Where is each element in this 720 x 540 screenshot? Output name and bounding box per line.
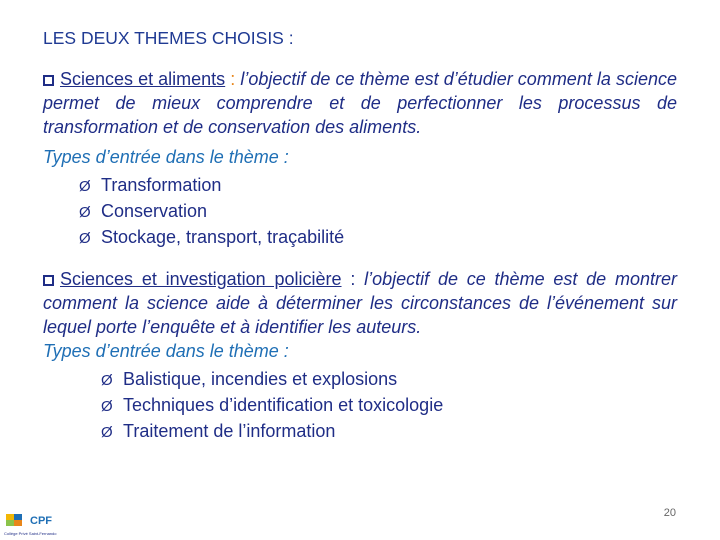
slide-content	[43, 28, 677, 445]
slide-heading: LES DEUX THEMES CHOISIS :	[43, 28, 294, 48]
theme2-types-label: Types d’entrée dans le thème :	[43, 341, 289, 361]
checkbox-bullet-icon	[43, 75, 54, 86]
list-item: Ø Conservation	[79, 199, 677, 225]
checkbox-bullet-icon	[43, 275, 54, 286]
arrow-bullet-icon: Ø	[79, 230, 91, 247]
theme2-entries	[43, 367, 677, 445]
theme1-paragraph	[43, 67, 677, 139]
page-number: 20	[663, 507, 676, 519]
theme2-colon: :	[350, 269, 356, 289]
theme2-objective: l’objectif de ce thème est de montrer comment la science aide à déterminer les circonstances de l’événement sur lequel porte l’enquête et à identifier les auteurs.	[43, 269, 677, 337]
cpf-logo-icon	[4, 512, 28, 530]
theme2-title: Sciences et investigation policière	[60, 269, 342, 289]
list-item: Ø Stockage, transport, traçabilité	[79, 225, 677, 251]
arrow-bullet-icon: Ø	[79, 204, 91, 221]
arrow-bullet-icon: Ø	[101, 424, 113, 441]
cpf-logo	[4, 512, 57, 538]
list-item: Ø Techniques d’identification et toxicologie	[101, 393, 677, 419]
list-item: Ø Balistique, incendies et explosions	[101, 367, 677, 393]
theme1-entries	[43, 173, 677, 251]
list-item: Ø Traitement de l’information	[101, 419, 677, 445]
theme1-title: Sciences et aliments	[60, 69, 226, 89]
theme1-types-label: Types d’entrée dans le thème :	[43, 147, 289, 167]
logo-text: CPF	[30, 515, 52, 527]
logo-subtitle: Collège Privé Saint-Fernando	[4, 531, 57, 536]
theme1-objective: l’objectif de ce thème est d’étudier comment la science permet de mieux comprendre et de perfectionner les processus de transformation et de conservation des aliments.	[43, 69, 677, 137]
theme2-paragraph	[43, 267, 677, 339]
list-item: Ø Transformation	[79, 173, 677, 199]
arrow-bullet-icon: Ø	[101, 398, 113, 415]
theme1-colon: :	[230, 69, 236, 89]
arrow-bullet-icon: Ø	[79, 178, 91, 195]
arrow-bullet-icon: Ø	[101, 372, 113, 389]
